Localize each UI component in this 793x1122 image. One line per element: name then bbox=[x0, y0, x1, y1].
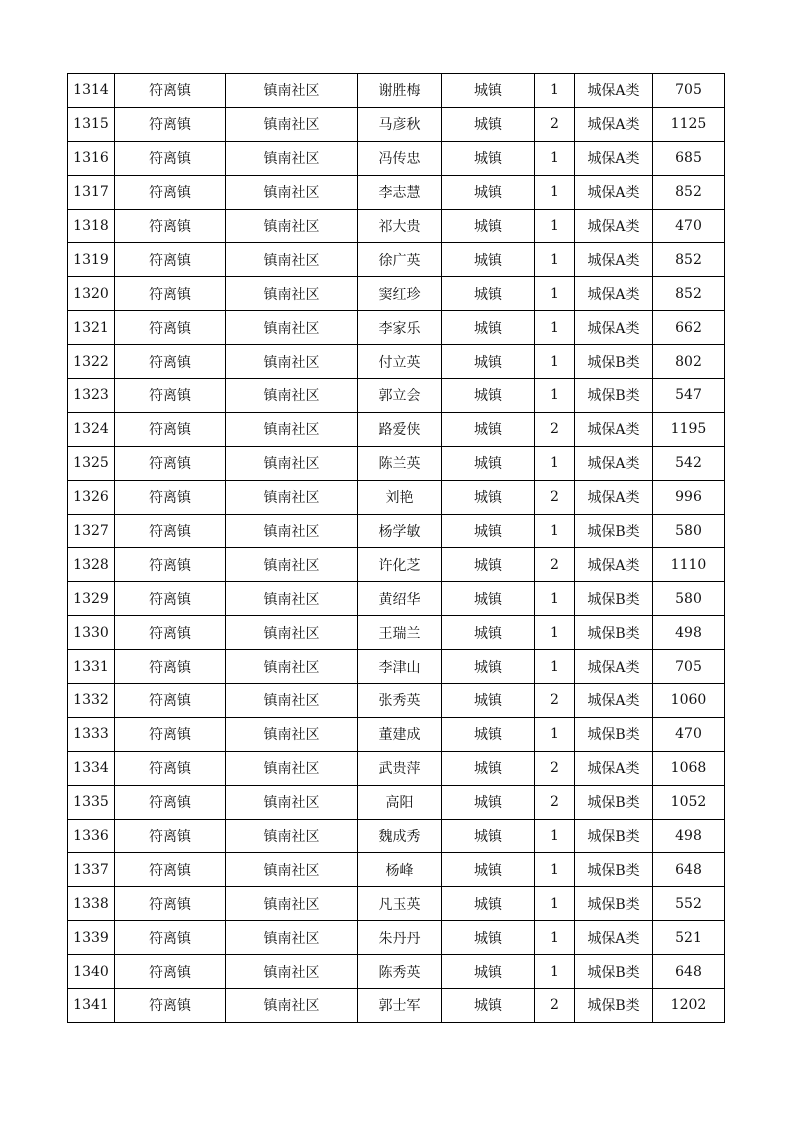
household-type-cell: 城镇 bbox=[442, 480, 535, 514]
name-cell: 高阳 bbox=[358, 785, 442, 819]
table-row bbox=[68, 209, 725, 243]
town-cell: 符离镇 bbox=[115, 650, 226, 684]
community-cell: 镇南社区 bbox=[226, 243, 358, 277]
household-type-cell: 城镇 bbox=[442, 311, 535, 345]
household-size-cell: 1 bbox=[535, 345, 575, 379]
table-row bbox=[68, 480, 725, 514]
table-row bbox=[68, 853, 725, 887]
household-size-cell: 1 bbox=[535, 717, 575, 751]
category-cell: 城保B类 bbox=[575, 582, 653, 616]
town-cell: 符离镇 bbox=[115, 955, 226, 989]
name-cell: 郭立会 bbox=[358, 379, 442, 413]
community-cell: 镇南社区 bbox=[226, 684, 358, 718]
table-row bbox=[68, 548, 725, 582]
household-size-cell: 1 bbox=[535, 446, 575, 480]
town-cell: 符离镇 bbox=[115, 74, 226, 108]
table-row bbox=[68, 243, 725, 277]
row-number-cell: 1341 bbox=[68, 989, 115, 1023]
name-cell: 凡玉英 bbox=[358, 887, 442, 921]
name-cell: 谢胜梅 bbox=[358, 74, 442, 108]
household-size-cell: 1 bbox=[535, 277, 575, 311]
household-size-cell: 1 bbox=[535, 243, 575, 277]
town-cell: 符离镇 bbox=[115, 311, 226, 345]
amount-cell: 802 bbox=[653, 345, 725, 379]
amount-cell: 852 bbox=[653, 175, 725, 209]
community-cell: 镇南社区 bbox=[226, 175, 358, 209]
community-cell: 镇南社区 bbox=[226, 955, 358, 989]
name-cell: 路爱侠 bbox=[358, 412, 442, 446]
row-number-cell: 1340 bbox=[68, 955, 115, 989]
name-cell: 李志慧 bbox=[358, 175, 442, 209]
amount-cell: 648 bbox=[653, 955, 725, 989]
household-size-cell: 1 bbox=[535, 514, 575, 548]
category-cell: 城保B类 bbox=[575, 785, 653, 819]
household-type-cell: 城镇 bbox=[442, 141, 535, 175]
household-type-cell: 城镇 bbox=[442, 582, 535, 616]
category-cell: 城保A类 bbox=[575, 684, 653, 718]
household-type-cell: 城镇 bbox=[442, 955, 535, 989]
town-cell: 符离镇 bbox=[115, 277, 226, 311]
household-type-cell: 城镇 bbox=[442, 684, 535, 718]
household-size-cell: 2 bbox=[535, 785, 575, 819]
table-row bbox=[68, 412, 725, 446]
row-number-cell: 1319 bbox=[68, 243, 115, 277]
category-cell: 城保A类 bbox=[575, 412, 653, 446]
community-cell: 镇南社区 bbox=[226, 616, 358, 650]
row-number-cell: 1323 bbox=[68, 379, 115, 413]
table-row bbox=[68, 514, 725, 548]
town-cell: 符离镇 bbox=[115, 548, 226, 582]
community-cell: 镇南社区 bbox=[226, 412, 358, 446]
community-cell: 镇南社区 bbox=[226, 446, 358, 480]
name-cell: 李津山 bbox=[358, 650, 442, 684]
category-cell: 城保B类 bbox=[575, 345, 653, 379]
amount-cell: 852 bbox=[653, 243, 725, 277]
amount-cell: 498 bbox=[653, 616, 725, 650]
table-row bbox=[68, 277, 725, 311]
table-row bbox=[68, 819, 725, 853]
town-cell: 符离镇 bbox=[115, 480, 226, 514]
row-number-cell: 1324 bbox=[68, 412, 115, 446]
category-cell: 城保A类 bbox=[575, 277, 653, 311]
category-cell: 城保B类 bbox=[575, 717, 653, 751]
town-cell: 符离镇 bbox=[115, 616, 226, 650]
table-row bbox=[68, 785, 725, 819]
row-number-cell: 1336 bbox=[68, 819, 115, 853]
town-cell: 符离镇 bbox=[115, 819, 226, 853]
town-cell: 符离镇 bbox=[115, 989, 226, 1023]
category-cell: 城保A类 bbox=[575, 141, 653, 175]
town-cell: 符离镇 bbox=[115, 751, 226, 785]
name-cell: 杨学敏 bbox=[358, 514, 442, 548]
category-cell: 城保B类 bbox=[575, 989, 653, 1023]
household-type-cell: 城镇 bbox=[442, 650, 535, 684]
household-type-cell: 城镇 bbox=[442, 379, 535, 413]
community-cell: 镇南社区 bbox=[226, 514, 358, 548]
row-number-cell: 1320 bbox=[68, 277, 115, 311]
town-cell: 符离镇 bbox=[115, 582, 226, 616]
row-number-cell: 1326 bbox=[68, 480, 115, 514]
amount-cell: 547 bbox=[653, 379, 725, 413]
household-type-cell: 城镇 bbox=[442, 616, 535, 650]
town-cell: 符离镇 bbox=[115, 921, 226, 955]
amount-cell: 470 bbox=[653, 717, 725, 751]
town-cell: 符离镇 bbox=[115, 446, 226, 480]
name-cell: 窦红珍 bbox=[358, 277, 442, 311]
household-size-cell: 1 bbox=[535, 955, 575, 989]
row-number-cell: 1315 bbox=[68, 107, 115, 141]
household-type-cell: 城镇 bbox=[442, 548, 535, 582]
household-type-cell: 城镇 bbox=[442, 74, 535, 108]
table-row bbox=[68, 955, 725, 989]
category-cell: 城保A类 bbox=[575, 243, 653, 277]
row-number-cell: 1330 bbox=[68, 616, 115, 650]
amount-cell: 498 bbox=[653, 819, 725, 853]
category-cell: 城保A类 bbox=[575, 175, 653, 209]
household-type-cell: 城镇 bbox=[442, 989, 535, 1023]
amount-cell: 1125 bbox=[653, 107, 725, 141]
name-cell: 武贵萍 bbox=[358, 751, 442, 785]
row-number-cell: 1328 bbox=[68, 548, 115, 582]
town-cell: 符离镇 bbox=[115, 785, 226, 819]
household-type-cell: 城镇 bbox=[442, 921, 535, 955]
name-cell: 许化芝 bbox=[358, 548, 442, 582]
table-row bbox=[68, 379, 725, 413]
amount-cell: 996 bbox=[653, 480, 725, 514]
row-number-cell: 1334 bbox=[68, 751, 115, 785]
community-cell: 镇南社区 bbox=[226, 209, 358, 243]
row-number-cell: 1332 bbox=[68, 684, 115, 718]
category-cell: 城保B类 bbox=[575, 853, 653, 887]
table-row bbox=[68, 175, 725, 209]
category-cell: 城保B类 bbox=[575, 955, 653, 989]
household-size-cell: 1 bbox=[535, 921, 575, 955]
amount-cell: 705 bbox=[653, 650, 725, 684]
community-cell: 镇南社区 bbox=[226, 650, 358, 684]
community-cell: 镇南社区 bbox=[226, 480, 358, 514]
category-cell: 城保A类 bbox=[575, 446, 653, 480]
household-size-cell: 1 bbox=[535, 887, 575, 921]
household-size-cell: 1 bbox=[535, 175, 575, 209]
household-size-cell: 1 bbox=[535, 819, 575, 853]
household-type-cell: 城镇 bbox=[442, 209, 535, 243]
community-cell: 镇南社区 bbox=[226, 311, 358, 345]
household-type-cell: 城镇 bbox=[442, 785, 535, 819]
row-number-cell: 1329 bbox=[68, 582, 115, 616]
row-number-cell: 1317 bbox=[68, 175, 115, 209]
category-cell: 城保B类 bbox=[575, 379, 653, 413]
amount-cell: 542 bbox=[653, 446, 725, 480]
category-cell: 城保A类 bbox=[575, 107, 653, 141]
household-size-cell: 2 bbox=[535, 548, 575, 582]
town-cell: 符离镇 bbox=[115, 107, 226, 141]
category-cell: 城保A类 bbox=[575, 548, 653, 582]
household-type-cell: 城镇 bbox=[442, 751, 535, 785]
household-type-cell: 城镇 bbox=[442, 853, 535, 887]
name-cell: 魏成秀 bbox=[358, 819, 442, 853]
household-size-cell: 1 bbox=[535, 650, 575, 684]
name-cell: 陈秀英 bbox=[358, 955, 442, 989]
row-number-cell: 1321 bbox=[68, 311, 115, 345]
community-cell: 镇南社区 bbox=[226, 582, 358, 616]
community-cell: 镇南社区 bbox=[226, 74, 358, 108]
town-cell: 符离镇 bbox=[115, 209, 226, 243]
name-cell: 马彦秋 bbox=[358, 107, 442, 141]
table-row bbox=[68, 311, 725, 345]
community-cell: 镇南社区 bbox=[226, 921, 358, 955]
amount-cell: 521 bbox=[653, 921, 725, 955]
table-row bbox=[68, 345, 725, 379]
name-cell: 刘艳 bbox=[358, 480, 442, 514]
community-cell: 镇南社区 bbox=[226, 751, 358, 785]
amount-cell: 580 bbox=[653, 582, 725, 616]
household-type-cell: 城镇 bbox=[442, 717, 535, 751]
household-size-cell: 1 bbox=[535, 616, 575, 650]
category-cell: 城保A类 bbox=[575, 74, 653, 108]
town-cell: 符离镇 bbox=[115, 514, 226, 548]
amount-cell: 1110 bbox=[653, 548, 725, 582]
name-cell: 张秀英 bbox=[358, 684, 442, 718]
amount-cell: 685 bbox=[653, 141, 725, 175]
row-number-cell: 1335 bbox=[68, 785, 115, 819]
name-cell: 郭士军 bbox=[358, 989, 442, 1023]
household-type-cell: 城镇 bbox=[442, 446, 535, 480]
household-size-cell: 2 bbox=[535, 480, 575, 514]
town-cell: 符离镇 bbox=[115, 887, 226, 921]
table-row bbox=[68, 616, 725, 650]
name-cell: 朱丹丹 bbox=[358, 921, 442, 955]
household-type-cell: 城镇 bbox=[442, 514, 535, 548]
household-size-cell: 2 bbox=[535, 751, 575, 785]
amount-cell: 552 bbox=[653, 887, 725, 921]
row-number-cell: 1327 bbox=[68, 514, 115, 548]
name-cell: 祁大贵 bbox=[358, 209, 442, 243]
table-row bbox=[68, 446, 725, 480]
name-cell: 杨峰 bbox=[358, 853, 442, 887]
row-number-cell: 1316 bbox=[68, 141, 115, 175]
name-cell: 付立英 bbox=[358, 345, 442, 379]
name-cell: 徐广英 bbox=[358, 243, 442, 277]
household-type-cell: 城镇 bbox=[442, 277, 535, 311]
table-row bbox=[68, 650, 725, 684]
category-cell: 城保B类 bbox=[575, 616, 653, 650]
table-row bbox=[68, 921, 725, 955]
town-cell: 符离镇 bbox=[115, 717, 226, 751]
amount-cell: 1202 bbox=[653, 989, 725, 1023]
row-number-cell: 1322 bbox=[68, 345, 115, 379]
row-number-cell: 1318 bbox=[68, 209, 115, 243]
name-cell: 黄绍华 bbox=[358, 582, 442, 616]
category-cell: 城保B类 bbox=[575, 514, 653, 548]
household-size-cell: 2 bbox=[535, 989, 575, 1023]
household-size-cell: 1 bbox=[535, 582, 575, 616]
table-row bbox=[68, 684, 725, 718]
community-cell: 镇南社区 bbox=[226, 819, 358, 853]
name-cell: 李家乐 bbox=[358, 311, 442, 345]
town-cell: 符离镇 bbox=[115, 345, 226, 379]
community-cell: 镇南社区 bbox=[226, 853, 358, 887]
amount-cell: 852 bbox=[653, 277, 725, 311]
category-cell: 城保A类 bbox=[575, 480, 653, 514]
row-number-cell: 1331 bbox=[68, 650, 115, 684]
town-cell: 符离镇 bbox=[115, 175, 226, 209]
category-cell: 城保A类 bbox=[575, 311, 653, 345]
household-type-cell: 城镇 bbox=[442, 175, 535, 209]
amount-cell: 1195 bbox=[653, 412, 725, 446]
table-row bbox=[68, 717, 725, 751]
category-cell: 城保A类 bbox=[575, 751, 653, 785]
household-size-cell: 1 bbox=[535, 141, 575, 175]
category-cell: 城保A类 bbox=[575, 921, 653, 955]
table-row bbox=[68, 141, 725, 175]
household-type-cell: 城镇 bbox=[442, 887, 535, 921]
town-cell: 符离镇 bbox=[115, 853, 226, 887]
household-size-cell: 2 bbox=[535, 107, 575, 141]
category-cell: 城保A类 bbox=[575, 209, 653, 243]
row-number-cell: 1314 bbox=[68, 74, 115, 108]
category-cell: 城保B类 bbox=[575, 887, 653, 921]
community-cell: 镇南社区 bbox=[226, 887, 358, 921]
table-row bbox=[68, 989, 725, 1023]
town-cell: 符离镇 bbox=[115, 379, 226, 413]
community-cell: 镇南社区 bbox=[226, 345, 358, 379]
household-type-cell: 城镇 bbox=[442, 819, 535, 853]
household-size-cell: 1 bbox=[535, 74, 575, 108]
table-row bbox=[68, 582, 725, 616]
name-cell: 董建成 bbox=[358, 717, 442, 751]
household-size-cell: 1 bbox=[535, 311, 575, 345]
community-cell: 镇南社区 bbox=[226, 989, 358, 1023]
row-number-cell: 1338 bbox=[68, 887, 115, 921]
amount-cell: 1052 bbox=[653, 785, 725, 819]
town-cell: 符离镇 bbox=[115, 684, 226, 718]
household-size-cell: 1 bbox=[535, 853, 575, 887]
household-type-cell: 城镇 bbox=[442, 243, 535, 277]
name-cell: 陈兰英 bbox=[358, 446, 442, 480]
category-cell: 城保A类 bbox=[575, 650, 653, 684]
household-type-cell: 城镇 bbox=[442, 107, 535, 141]
name-cell: 王瑞兰 bbox=[358, 616, 442, 650]
community-cell: 镇南社区 bbox=[226, 717, 358, 751]
table-row bbox=[68, 107, 725, 141]
household-size-cell: 1 bbox=[535, 209, 575, 243]
community-cell: 镇南社区 bbox=[226, 379, 358, 413]
row-number-cell: 1333 bbox=[68, 717, 115, 751]
community-cell: 镇南社区 bbox=[226, 141, 358, 175]
recipient-table bbox=[67, 73, 725, 1023]
community-cell: 镇南社区 bbox=[226, 548, 358, 582]
table-row bbox=[68, 74, 725, 108]
row-number-cell: 1325 bbox=[68, 446, 115, 480]
table-row bbox=[68, 887, 725, 921]
household-type-cell: 城镇 bbox=[442, 412, 535, 446]
town-cell: 符离镇 bbox=[115, 412, 226, 446]
household-size-cell: 2 bbox=[535, 412, 575, 446]
table-row bbox=[68, 751, 725, 785]
community-cell: 镇南社区 bbox=[226, 107, 358, 141]
amount-cell: 470 bbox=[653, 209, 725, 243]
name-cell: 冯传忠 bbox=[358, 141, 442, 175]
amount-cell: 1068 bbox=[653, 751, 725, 785]
amount-cell: 648 bbox=[653, 853, 725, 887]
row-number-cell: 1339 bbox=[68, 921, 115, 955]
amount-cell: 1060 bbox=[653, 684, 725, 718]
community-cell: 镇南社区 bbox=[226, 277, 358, 311]
table-body bbox=[68, 74, 725, 1023]
household-size-cell: 2 bbox=[535, 684, 575, 718]
category-cell: 城保B类 bbox=[575, 819, 653, 853]
town-cell: 符离镇 bbox=[115, 243, 226, 277]
amount-cell: 705 bbox=[653, 74, 725, 108]
community-cell: 镇南社区 bbox=[226, 785, 358, 819]
amount-cell: 580 bbox=[653, 514, 725, 548]
town-cell: 符离镇 bbox=[115, 141, 226, 175]
household-size-cell: 1 bbox=[535, 379, 575, 413]
row-number-cell: 1337 bbox=[68, 853, 115, 887]
household-type-cell: 城镇 bbox=[442, 345, 535, 379]
amount-cell: 662 bbox=[653, 311, 725, 345]
